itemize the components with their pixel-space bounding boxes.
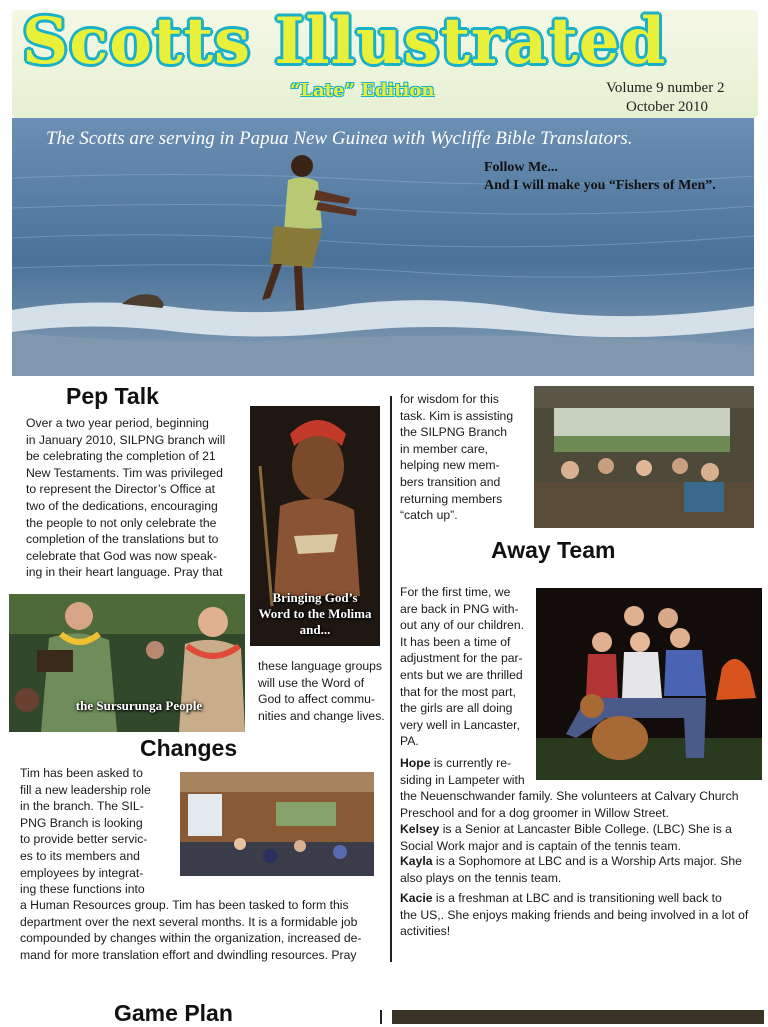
newsletter-title: Scotts Illustrated (22, 4, 667, 79)
hope-text-2: siding in Lampeter with (400, 772, 525, 787)
meeting-photo (180, 772, 374, 876)
changes-heading: Changes (140, 735, 238, 761)
molima-caption: Bringing God’s Word to the Molima and... (258, 590, 372, 637)
kelsey-paragraph (400, 821, 760, 854)
kacie-paragraph (400, 890, 760, 940)
kelsey-text: is a Senior at Lancaster Bible College. (LBC) She is a Social Work major and is captain of the tennis team. (400, 822, 732, 853)
verse-line-1: Follow Me... (484, 160, 558, 175)
pep-talk-paragraph-2: these language groups will use the Word of God to affect commu- nities and change lives. (258, 659, 385, 723)
volume-label: Volume 9 number 2 (606, 80, 725, 96)
pep-talk-heading: Pep Talk (66, 383, 159, 409)
issue-date: October 2010 (626, 99, 709, 115)
kacie-text: is a freshman at LBC and is transitioning well back to the US,. She enjoys making friends and being involved in a lot of activities! (400, 891, 749, 939)
away-team-paragraph: For the first time, we are back in PNG with- out any of our children. It has been a time of adjustment for the par- ents but we are thrilled that for the most part, the girls are all doing very well in Lancaster, PA. (400, 585, 524, 749)
family-photo (536, 588, 762, 780)
hero-photo (12, 118, 754, 376)
sursurunga-photo (9, 594, 245, 732)
sursurunga-caption: the Sursurunga People (75, 698, 203, 713)
kayla-name: Kayla (400, 854, 433, 868)
game-plan-heading: Game Plan (114, 1000, 233, 1026)
kacie-name: Kacie (400, 891, 433, 905)
game-plan-divider (380, 1010, 382, 1024)
hope-paragraph (400, 755, 760, 821)
hero-caption: The Scotts are serving in Papua New Guinea with Wycliffe Bible Translators. (46, 128, 633, 149)
molima-photo (250, 406, 380, 646)
family-illustration (536, 588, 762, 780)
edition-label: “Late” Edition (290, 80, 435, 101)
hope-text-1: is currently re- (430, 756, 512, 770)
game-plan-photo (392, 1010, 764, 1024)
hero-illustration (12, 118, 754, 376)
column-divider (390, 396, 392, 962)
changes-paragraph-1: Tim has been asked to fill a new leadership role in the branch. The SIL- PNG Branch is looking to provide better servic- es to its members and employees by integrat- ing these functions into (20, 766, 151, 897)
away-team-heading: Away Team (491, 537, 616, 563)
verse-line-2: And I will make you “Fishers of Men”. (484, 178, 716, 193)
hope-name: Hope (400, 756, 431, 770)
kelsey-name: Kelsey (400, 822, 440, 836)
wisdom-paragraph: for wisdom for this task. Kim is assisting the SILPNG Branch in member care, helping new mem- bers transition and returning members “catch up”. (400, 392, 514, 523)
hope-text-3: the Neuenschwander family. She volunteers at Calvary Church Preschool and for a dog groomer in Willow Street. (400, 789, 739, 820)
kayla-text: is a Sophomore at LBC and is a Worship Arts major. She also plays on the tennis team. (400, 854, 742, 885)
kayla-paragraph (400, 853, 760, 886)
porch-photo (534, 386, 754, 528)
meeting-illustration (180, 772, 374, 876)
porch-illustration (534, 386, 754, 528)
pep-talk-paragraph-1: Over a two year period, beginning in January 2010, SILPNG branch will be celebrating the completion of 21 New Testaments. Tim was privileged to represent the Director’s Office at two of the dedications, encouraging the people to not only celebrate the completion of the translations but to celebrate that God was now speak- ing in their heart language. Pray that (26, 416, 226, 580)
changes-paragraph-2: a Human Resources group. Tim has been tasked to form this department over the next several months. It is a formidable job compounded by changes within the organization, increased de- mand for more translation effort and dwindling resources. Pray (20, 898, 362, 962)
